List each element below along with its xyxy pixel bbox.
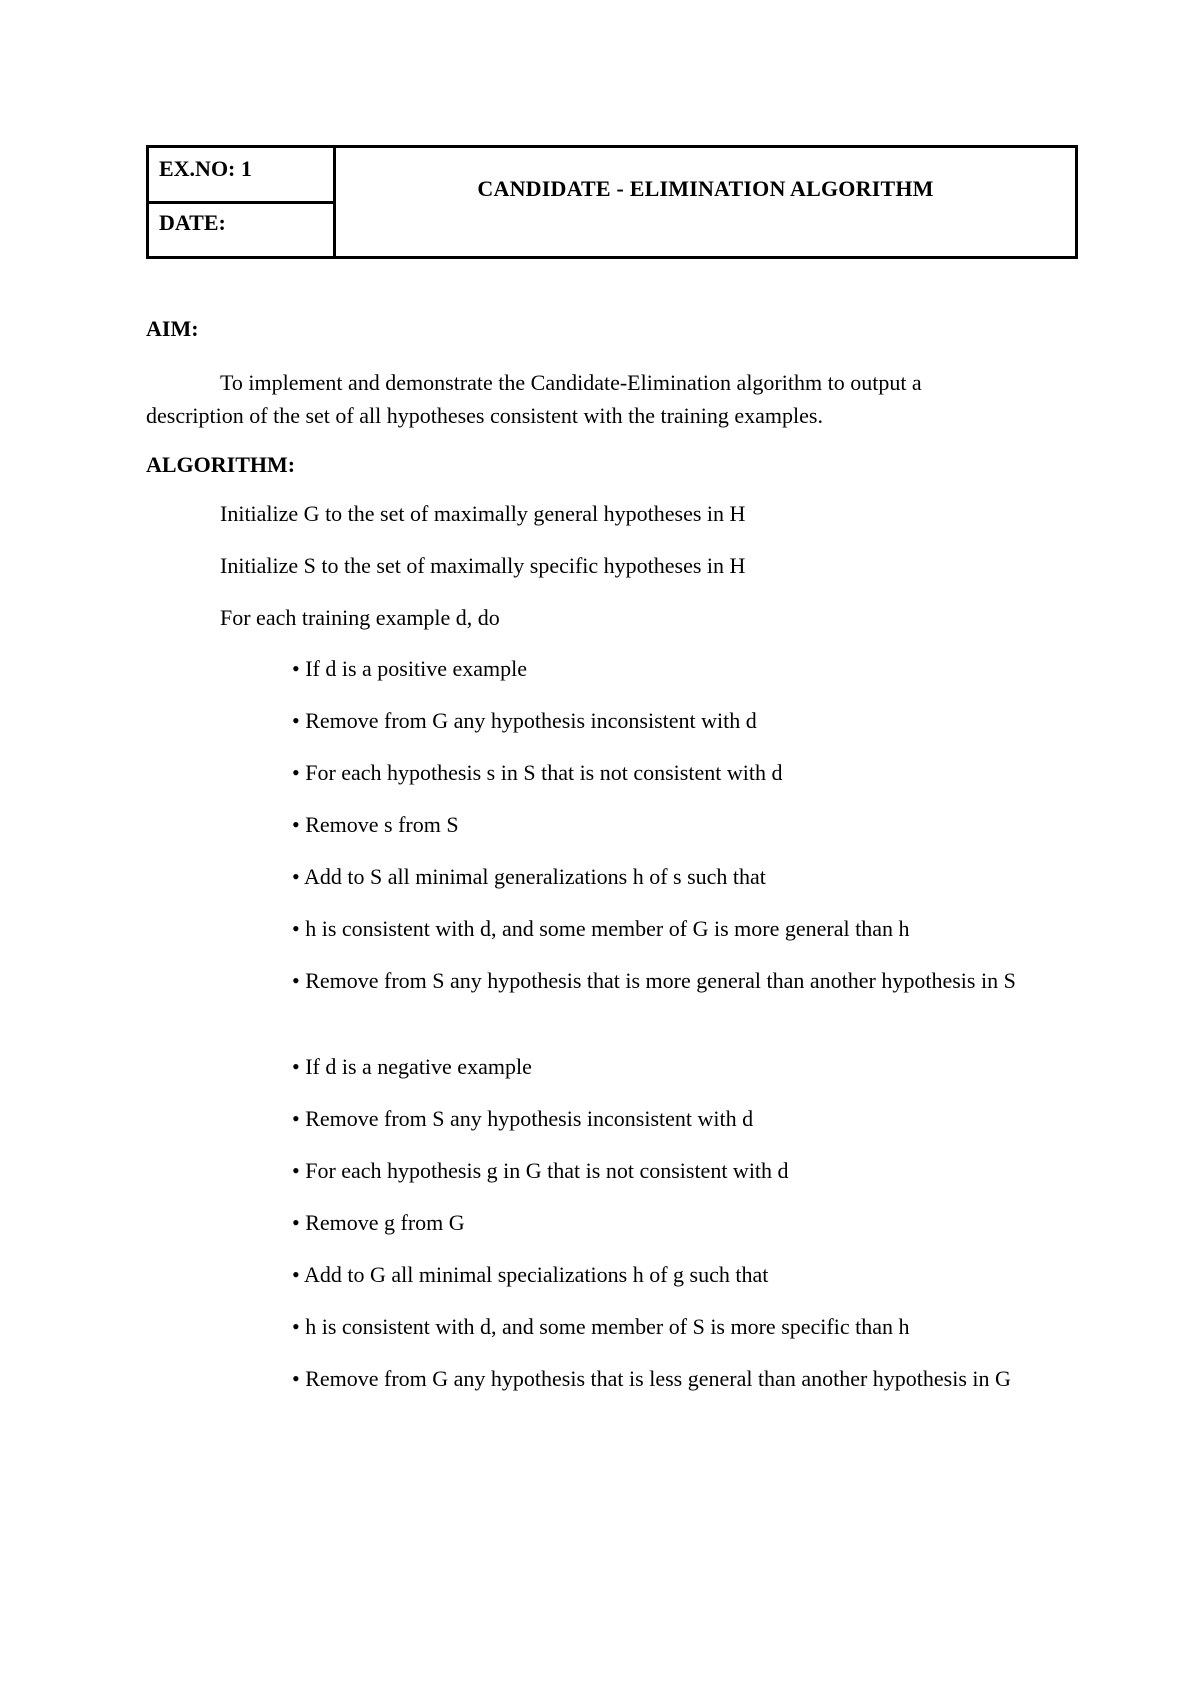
aim-line-2: description of the set of all hypotheses consistent with the training examples. bbox=[146, 403, 823, 428]
algorithm-heading: ALGORITHM: bbox=[146, 452, 296, 477]
algorithm-bullet: • Remove from G any hypothesis inconsistent with d bbox=[292, 708, 757, 733]
algorithm-step: For each training example d, do bbox=[220, 605, 500, 630]
algorithm-bullet: • Remove from S any hypothesis inconsistent with d bbox=[292, 1106, 754, 1131]
algorithm-bullet: • If d is a negative example bbox=[292, 1054, 532, 1079]
algorithm-step: Initialize G to the set of maximally general hypotheses in H bbox=[220, 501, 746, 526]
header-divider bbox=[149, 201, 336, 204]
algorithm-bullet: • Remove from G any hypothesis that is less general than another hypothesis in G bbox=[292, 1366, 1011, 1391]
algorithm-bullet: • h is consistent with d, and some member of G is more general than h bbox=[292, 916, 910, 941]
algorithm-bullet: • For each hypothesis g in G that is not consistent with d bbox=[292, 1158, 789, 1183]
aim-paragraph bbox=[146, 366, 1026, 432]
aim-heading: AIM: bbox=[146, 316, 199, 341]
algorithm-bullet: • Add to G all minimal specializations h of g such that bbox=[292, 1262, 769, 1287]
algorithm-bullet: • If d is a positive example bbox=[292, 656, 527, 681]
aim-line-1: To implement and demonstrate the Candidate-Elimination algorithm to output a bbox=[220, 370, 922, 395]
document-title: CANDIDATE - ELIMINATION ALGORITHM bbox=[477, 176, 934, 201]
algorithm-bullet: • Remove from S any hypothesis that is more general than another hypothesis in S bbox=[292, 968, 1016, 993]
header-left-cell bbox=[149, 148, 336, 256]
exercise-number: EX.NO: 1 bbox=[159, 156, 252, 181]
algorithm-bullet: • Remove s from S bbox=[292, 812, 459, 837]
algorithm-step: Initialize S to the set of maximally specific hypotheses in H bbox=[220, 553, 746, 578]
algorithm-bullet: • Add to S all minimal generalizations h of s such that bbox=[292, 864, 766, 889]
algorithm-bullet: • h is consistent with d, and some member of S is more specific than h bbox=[292, 1314, 910, 1339]
header-table bbox=[146, 145, 1078, 259]
algorithm-bullet: • Remove g from G bbox=[292, 1210, 465, 1235]
date-label: DATE: bbox=[159, 210, 226, 235]
algorithm-bullet: • For each hypothesis s in S that is not consistent with d bbox=[292, 760, 783, 785]
